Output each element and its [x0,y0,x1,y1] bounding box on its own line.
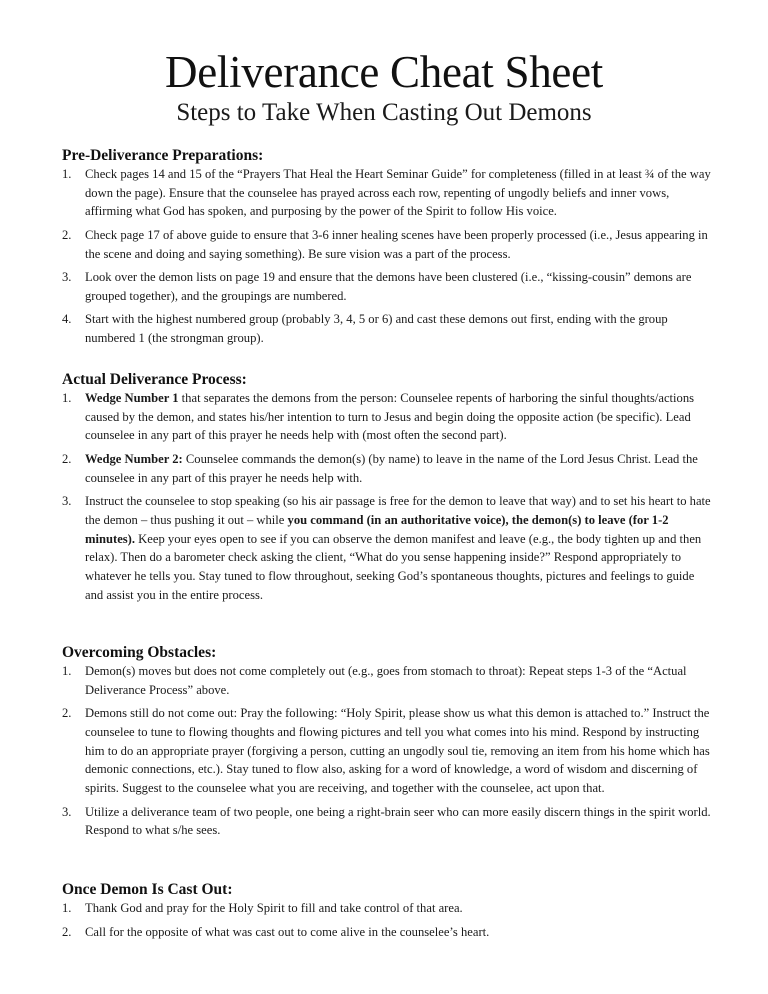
list-item: 3. Utilize a deliverance team of two people, one being a right-brain seer who can more easily discern things in the spirit world. Respond to what s/he sees. [62,804,711,838]
list-item: 3. Look over the demon lists on page 19 and ensure that the demons have been clustered (i.e., “kissing-cousin” demons are grouped together), and the groupings are numbered. [62,270,692,303]
section-once-cast-out [62,880,712,946]
list-item-text: Call for the opposite of what was cast out to come alive in the counselee’s heart. [85,924,490,939]
section-pre-deliverance [62,146,712,353]
list-item: 2. Check page 17 of above guide to ensure that 3-6 inner healing scenes have been properly processed (i.e., Jesus appearing in the scene and doing and saying something). Be sure vision was a part of the process. [62,227,708,261]
list-item-bold: Wedge Number 1 [85,391,179,405]
list-item: 1. Wedge Number 1 that separates the demons from the person: Counselee repents of harboring the sinful thoughts/actions caused by the demon, and states his/her intention to turn to Jesus and begin doing the opposite action (be specific). Lead counselee in any part of this prayer he needs help with (most often the second part). [62,391,695,443]
document-title: Deliverance Cheat Sheet [165,47,603,97]
list-item-text: Start with the highest numbered group (probably 3, 4, 5 or 6) and cast these demons out first, ending with the group numbered 1 (the strongman group). [85,312,668,346]
list-item-text: Demon(s) moves but does not come completely out (e.g., goes from stomach to throat): Repeat steps 1-3 of the “Actual Deliverance Process” above. [85,664,687,697]
list-item-text: Demons still do not come out: Pray the following: “Holy Spirit, please show us what this demon is attached to.” Instruct the counselee to tune to flowing thoughts and flowing pictures and tell you what comes into his mind. Respond by instructing him to do an appropriate prayer (forgiving a person, cutting an ungodly soul tie, removing an item from his home which has demonic connections, etc.). Stay tuned to flow also, asking for a word of knowledge, a word of wisdom and discerning of spirits. Suggest to the counselee what you are receiving, and together with the counselee, act upon that. [85,706,710,796]
list-item-text: Look over the demon lists on page 19 and ensure that the demons have been clustered (i.e., “kissing-cousin” demons are grouped together), and the groupings are numbered. [85,270,692,303]
list-item-text: Utilize a deliverance team of two people, one being a right-brain seer who can more easily discern things in the spirit world. Respond to what s/he sees. [85,804,711,838]
list-item-bold: you command (in an authoritative voice), the demon(s) to leave (for 1-2 minutes). [85,512,669,546]
list-item-text: Check page 17 of above guide to ensure that 3-6 inner healing scenes have been properly processed (i.e., Jesus appearing in the scene and doing and saying something). Be sure vision was a part of the process. [85,227,708,261]
list-item-bold: Wedge Number 2: [85,451,183,466]
list-item-text-lead: Instruct the counselee to stop speaking (so his air passage is free for the demon to leave that way) and to set his heart to hate the demon – thus pushing it out – while [85,494,711,527]
list-item: 2. Call for the opposite of what was cast out to come alive in the counselee’s heart. [62,924,490,939]
list-item-text: that separates the demons from the person: Counselee repents of harboring the sinful thoughts/actions caused by the demon, and states his/her intention to turn to Jesus and begin doing the opposite action (be specific). Lead counselee in any part of this prayer he needs help with (most often the second part). [85,391,695,443]
list-item: 4. Start with the highest numbered group (probably 3, 4, 5 or 6) and cast these demons out first, ending with the group numbered 1 (the strongman group). [62,312,668,346]
list-item-text: Keep your eyes open to see if you can observe the demon manifest and leave (e.g., the body tighten up and then relax). Then do a barometer check asking the client, “What do you sense happening inside?” Respond appropriately to whatever he tells you. Stay tuned to flow throughout, seeking God’s spontaneous thoughts, pictures and feelings to guide and assist you in the entire process. [85,531,702,602]
numbered-list [62,389,712,604]
numbered-list [62,899,712,941]
numbered-list [62,662,712,840]
list-item: 1. Thank God and pray for the Holy Spirit to fill and take control of that area. [62,901,463,915]
list-item-text: Check pages 14 and 15 of the “Prayers That Heal the Heart Seminar Guide” for completeness (filled in at least ¾ of the way down the page). Ensure that the counselee has prayed across each row, repenting of ungodly beliefs and inner vows, affirming what God has spoken, and purposing by the power of the Spirit to follow His voice. [85,167,711,219]
section-heading: Once Demon Is Cast Out: [62,881,233,898]
list-item: 2. Demons still do not come out: Pray the following: “Holy Spirit, please show us what this demon is attached to.” Instruct the counselee to tune to flowing thoughts and flowing pictures and tell you what comes into his mind. Respond by instructing him to do an appropriate prayer (forgiving a person, cutting an ungodly soul tie, removing an item from his home which has demonic connections, etc.). Stay tuned to flow also, asking for a word of knowledge, a word of wisdom and discerning of spirits. Suggest to the counselee what you are receiving, and together with the counselee, act upon that. [62,706,710,796]
list-item: 2. Wedge Number 2: Counselee commands the demon(s) (by name) to leave in the name of the Lord Jesus Christ. Lead the counselee in any part of this prayer he needs help with. [62,451,698,485]
section-heading: Actual Deliverance Process: [62,371,247,388]
section-overcoming-obstacles [62,643,712,845]
section-actual-deliverance [62,370,712,609]
section-heading: Pre-Deliverance Preparations: [62,147,264,164]
list-item-text: Counselee commands the demon(s) (by name) to leave in the name of the Lord Jesus Christ. Lead the counselee in any part of this prayer he needs help with. [85,451,698,485]
list-item: 3. Instruct the counselee to stop speaking (so his air passage is free for the demon to leave that way) and to set his heart to hate the demon – thus pushing it out – while you command (in an authoritative voice), the demon(s) to leave (for 1-2 minutes). Keep your eyes open to see if you can observe the demon manifest and leave (e.g., the body tighten up and then relax). Then do a barometer check asking the client, “What do you sense happening inside?” Respond appropriately to whatever he tells you. Stay tuned to flow throughout, seeking God’s spontaneous thoughts, pictures and feelings to guide and assist you in the entire process. [62,494,711,602]
section-heading: Overcoming Obstacles: [62,644,217,661]
list-item: 1. Check pages 14 and 15 of the “Prayers That Heal the Heart Seminar Guide” for completeness (filled in at least ¾ of the way down the page). Ensure that the counselee has prayed across each row, repenting of ungodly beliefs and inner vows, affirming what God has spoken, and purposing by the power of the Spirit to follow His voice. [62,167,711,219]
numbered-list [62,165,712,348]
list-item: 1. Demon(s) moves but does not come completely out (e.g., goes from stomach to throat): Repeat steps 1-3 of the “Actual Deliverance Process” above. [62,664,687,697]
document-subtitle: Steps to Take When Casting Out Demons [176,99,592,126]
list-item-text: Thank God and pray for the Holy Spirit to fill and take control of that area. [85,901,463,915]
